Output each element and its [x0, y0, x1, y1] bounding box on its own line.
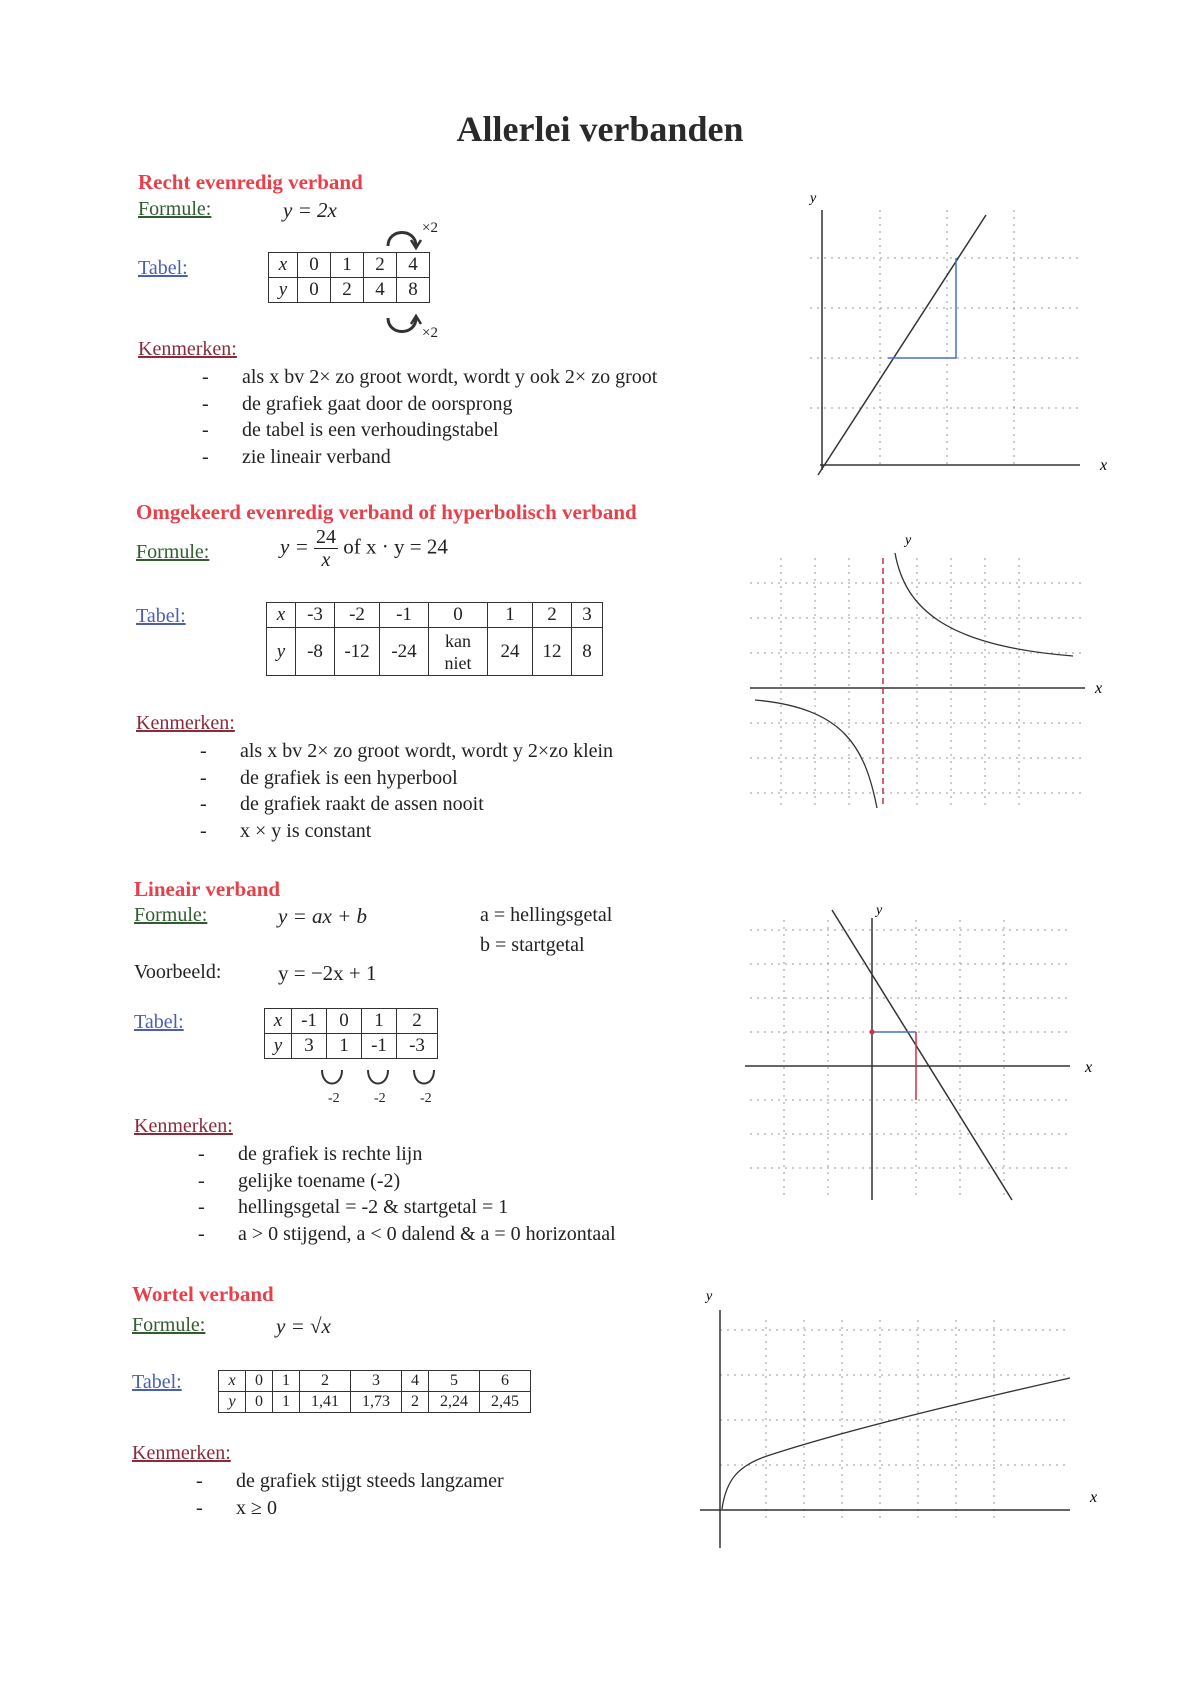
kenmerken-label: Kenmerken:	[132, 1442, 231, 1464]
list-item: - x × y is constant	[200, 818, 613, 845]
table-row	[267, 628, 603, 676]
table-cell: 0	[246, 1392, 273, 1413]
table-cell: 8	[572, 628, 603, 676]
section-title-omgekeerd: Omgekeerd evenredig verband of hyperbolisch verband	[136, 500, 637, 524]
table-cell: 0	[327, 1009, 362, 1034]
hyperbool-branch-left	[755, 700, 877, 808]
table-cell: x	[265, 1009, 292, 1034]
list-item: - de grafiek raakt de assen nooit	[200, 791, 613, 818]
table-cell: 2	[364, 253, 397, 278]
wortel-curve	[722, 1378, 1070, 1509]
fraction-denominator: x	[321, 549, 331, 571]
list-item: - gelijke toename (-2)	[198, 1168, 616, 1195]
formula-wortel: y = √x	[276, 1314, 331, 1338]
difference-1: -2	[328, 1091, 340, 1106]
difference-3: -2	[420, 1091, 432, 1106]
table-cell: 6	[480, 1371, 531, 1392]
table-cell: 24	[488, 628, 533, 676]
kenmerken-list-wortel	[196, 1468, 504, 1521]
x-axis-label: x	[1100, 457, 1108, 474]
list-item: - zie lineair verband	[202, 444, 657, 471]
graph-lineair	[740, 900, 1100, 1210]
list-item: - de grafiek stijgt steeds langzamer	[196, 1468, 504, 1495]
table-cell: y	[267, 628, 296, 676]
table-cell: 5	[429, 1371, 480, 1392]
table-cell: 1	[488, 603, 533, 628]
fraction-numerator: 24	[316, 526, 336, 548]
b-definition: b = startgetal	[480, 934, 585, 956]
table-cell: -8	[296, 628, 335, 676]
table-row	[269, 253, 430, 278]
kenmerken-list-omgekeerd	[200, 738, 613, 844]
table-cell: -12	[335, 628, 380, 676]
graph-hyperbool	[745, 528, 1115, 818]
formule-label: Formule:	[138, 198, 212, 220]
table-cell: x	[269, 253, 298, 278]
formula-lhs: y =	[280, 534, 309, 559]
y-axis-label: y	[876, 903, 883, 918]
table-cell: 3	[292, 1034, 327, 1059]
kenmerken-label: Kenmerken:	[134, 1115, 233, 1137]
formule-label: Formule:	[136, 541, 210, 563]
table-lineair	[264, 1008, 438, 1059]
y-axis-label: y	[810, 191, 817, 206]
list-item: - de grafiek gaat door de oorsprong	[202, 391, 657, 418]
arrow-top-label: ×2	[422, 220, 438, 236]
graph-recht	[800, 190, 1120, 480]
kenmerken-label: Kenmerken:	[138, 338, 237, 360]
table-cell: 0	[298, 253, 331, 278]
fraction	[314, 526, 338, 571]
difference-2: -2	[374, 1091, 386, 1106]
start-point	[870, 1030, 875, 1035]
table-omgekeerd	[266, 602, 603, 676]
y-axis-label: y	[706, 1290, 713, 1304]
table-cell: y	[269, 278, 298, 303]
voorbeeld-formula: y = −2x + 1	[278, 961, 377, 985]
table-cell: y	[265, 1034, 292, 1059]
table-cell: -1	[380, 603, 429, 628]
graph-line	[818, 215, 986, 475]
list-item: - de tabel is een verhoudingstabel	[202, 417, 657, 444]
list-item: - als x bv 2× zo groot wordt, wordt y ook 2× zo groot	[202, 364, 657, 391]
section-title-recht: Recht evenredig verband	[138, 170, 363, 194]
tabel-label: Tabel:	[136, 605, 186, 627]
table-cell: 2	[300, 1371, 351, 1392]
multiply-arrow-bottom-icon	[380, 312, 450, 342]
table-cell: 1	[273, 1392, 300, 1413]
table-cell: 1,73	[351, 1392, 402, 1413]
difference-arcs-icon	[318, 1066, 448, 1090]
section-title-wortel: Wortel verband	[132, 1282, 274, 1306]
table-row	[265, 1009, 438, 1034]
table-cell: 2,24	[429, 1392, 480, 1413]
list-item: - x ≥ 0	[196, 1495, 504, 1522]
table-row	[267, 603, 603, 628]
page-title: Allerlei verbanden	[456, 109, 744, 149]
table-cell: 12	[533, 628, 572, 676]
table-cell: 1	[273, 1371, 300, 1392]
table-row	[219, 1392, 531, 1413]
table-cell: 2	[331, 278, 364, 303]
kenmerken-label: Kenmerken:	[136, 712, 235, 734]
table-cell: -2	[335, 603, 380, 628]
graph-wortel	[690, 1290, 1110, 1560]
x-axis-label: x	[1085, 1059, 1093, 1076]
table-cell: x	[267, 603, 296, 628]
tabel-label: Tabel:	[138, 257, 188, 279]
table-cell: 3	[351, 1371, 402, 1392]
voorbeeld-label: Voorbeeld:	[134, 961, 222, 983]
x-axis-label: x	[1095, 680, 1103, 697]
table-cell: 1,41	[300, 1392, 351, 1413]
x-axis-label: x	[1090, 1489, 1098, 1506]
formula-rest: of x · y = 24	[343, 534, 448, 559]
hyperbool-branch-right	[895, 553, 1073, 656]
table-cell: 3	[572, 603, 603, 628]
table-cell: 1	[362, 1009, 397, 1034]
list-item: - de grafiek is rechte lijn	[198, 1141, 616, 1168]
table-cell: 2,45	[480, 1392, 531, 1413]
list-item: - hellingsgetal = -2 & startgetal = 1	[198, 1194, 616, 1221]
tabel-label: Tabel:	[134, 1011, 184, 1033]
table-cell: -1	[362, 1034, 397, 1059]
formula-omgekeerd	[280, 526, 448, 571]
table-cell: -3	[296, 603, 335, 628]
formule-label: Formule:	[132, 1314, 206, 1336]
table-cell: kan niet	[429, 628, 488, 676]
graph-line	[832, 910, 1012, 1200]
table-cell: -3	[397, 1034, 438, 1059]
table-cell: 8	[397, 278, 430, 303]
arrow-bottom-label: ×2	[422, 325, 438, 341]
table-wortel	[218, 1370, 531, 1413]
formule-label: Formule:	[134, 904, 208, 926]
kenmerken-list-recht	[202, 364, 657, 470]
table-cell: 2	[397, 1009, 438, 1034]
table-cell: 0	[298, 278, 331, 303]
y-axis-label: y	[905, 533, 912, 548]
multiply-arrow-top-icon	[380, 222, 450, 252]
kenmerken-list-lineair	[198, 1141, 616, 1247]
table-row	[265, 1034, 438, 1059]
table-cell: -24	[380, 628, 429, 676]
table-cell: 0	[429, 603, 488, 628]
table-cell: 4	[397, 253, 430, 278]
table-recht	[268, 252, 430, 303]
table-cell: 4	[402, 1371, 429, 1392]
list-item: - a > 0 stijgend, a < 0 dalend & a = 0 horizontaal	[198, 1221, 616, 1248]
a-definition: a = hellingsgetal	[480, 904, 613, 926]
formula-recht: y = 2x	[283, 198, 337, 222]
table-cell: 2	[402, 1392, 429, 1413]
table-cell: 2	[533, 603, 572, 628]
table-cell: 0	[246, 1371, 273, 1392]
table-cell: 1	[327, 1034, 362, 1059]
table-cell: 1	[331, 253, 364, 278]
table-cell: x	[219, 1371, 246, 1392]
table-row	[269, 278, 430, 303]
list-item: - de grafiek is een hyperbool	[200, 765, 613, 792]
table-row	[219, 1371, 531, 1392]
list-item: - als x bv 2× zo groot wordt, wordt y 2×zo klein	[200, 738, 613, 765]
table-cell: -1	[292, 1009, 327, 1034]
tabel-label: Tabel:	[132, 1371, 182, 1393]
formula-lineair: y = ax + b	[278, 904, 367, 928]
table-cell: 4	[364, 278, 397, 303]
table-cell: y	[219, 1392, 246, 1413]
section-title-lineair: Lineair verband	[134, 877, 281, 901]
